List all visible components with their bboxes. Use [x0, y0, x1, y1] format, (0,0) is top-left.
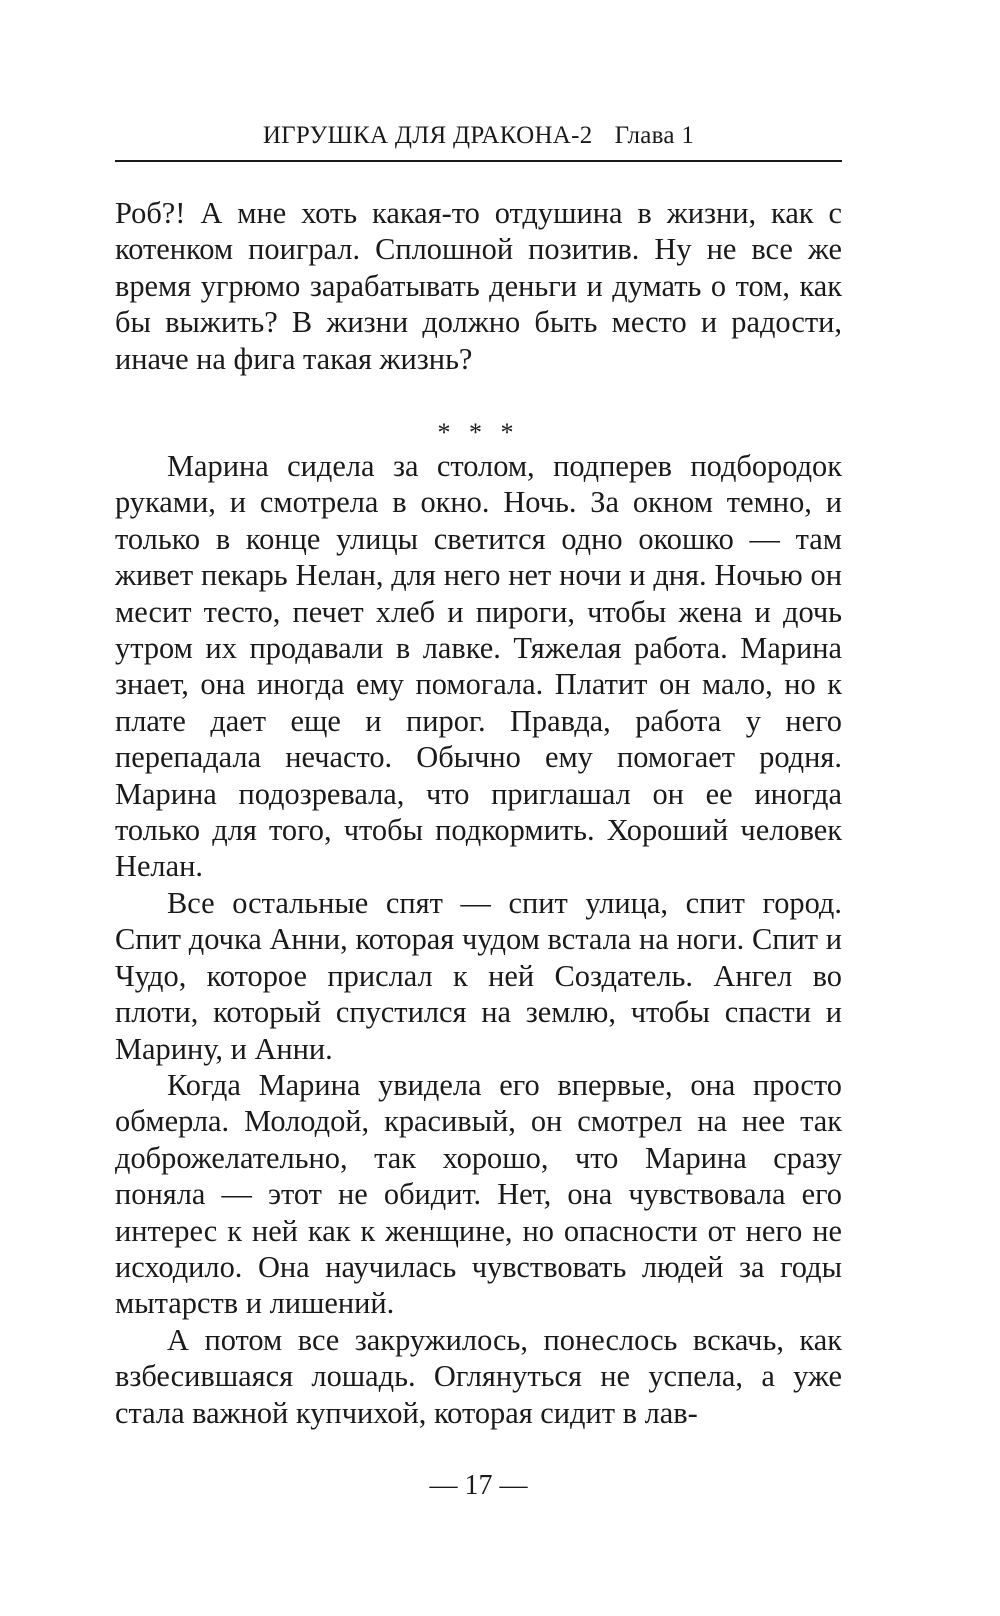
- text-block-top: [115, 195, 842, 377]
- header-rule: [115, 160, 842, 162]
- book-title: ИГРУШКА ДЛЯ ДРАКОНА-2: [262, 122, 593, 149]
- paragraph: Роб?! А мне хоть какая-то отдушина в жизни, как с котенком поиграл. Сплошной позитив. Ну не все же время угрюмо зарабатывать деньги и думать о том, как бы выжить? В жизни должно быть место и радости, иначе на фига такая жизнь?: [115, 196, 842, 376]
- page-number: — 17 —: [429, 1470, 528, 1501]
- section-separator: * * *: [437, 418, 520, 447]
- chapter-title: Глава 1: [614, 122, 695, 149]
- text-block-main: [115, 448, 842, 1431]
- paragraph: А потом все закружилось, понеслось вскачь, как взбесившаяся лошадь. Оглянуться не успела, а уже стала важной купчихой, которая сидит в лав-: [115, 1322, 842, 1430]
- book-page: [115, 0, 842, 1616]
- paragraph: Марина сидела за столом, подперев подбородок руками, и смотрела в окно. Ночь. За окном темно, и только в конце улицы светится одно окошко — там живет пекарь Нелан, для него нет ночи и дня. Ночью он месит тесто, печет хлеб и пироги, чтобы жена и дочь утром их продавали в лавке. Тяжелая работа. Марина знает, она иногда ему помогала. Платит он мало, но к плате дает еще и пирог. Правда, работа у него перепадала нечасто. Обычно ему помогает родня. Марина подозревала, что приглашал он ее иногда только для того, чтобы подкормить. Хороший человек Нелан.: [115, 449, 842, 884]
- paragraph: Все остальные спят — спит улица, спит город. Спит дочка Анни, которая чудом встала на ноги. Спит и Чудо, которое прислал к ней Создатель. Ангел во плоти, который спустился на землю, чтобы спасти и Марину, и Анни.: [115, 885, 842, 1066]
- running-head: [115, 122, 842, 150]
- paragraph: Когда Марина увидела его впервые, она просто обмерла. Молодой, красивый, он смотрел на нее так доброжелательно, так хорошо, что Марина сразу поняла — этот не обидит. Нет, она чувствовала его интерес к ней как к женщине, но опасности от него не исходило. Она научилась чувствовать людей за годы мытарств и лишений.: [115, 1067, 842, 1321]
